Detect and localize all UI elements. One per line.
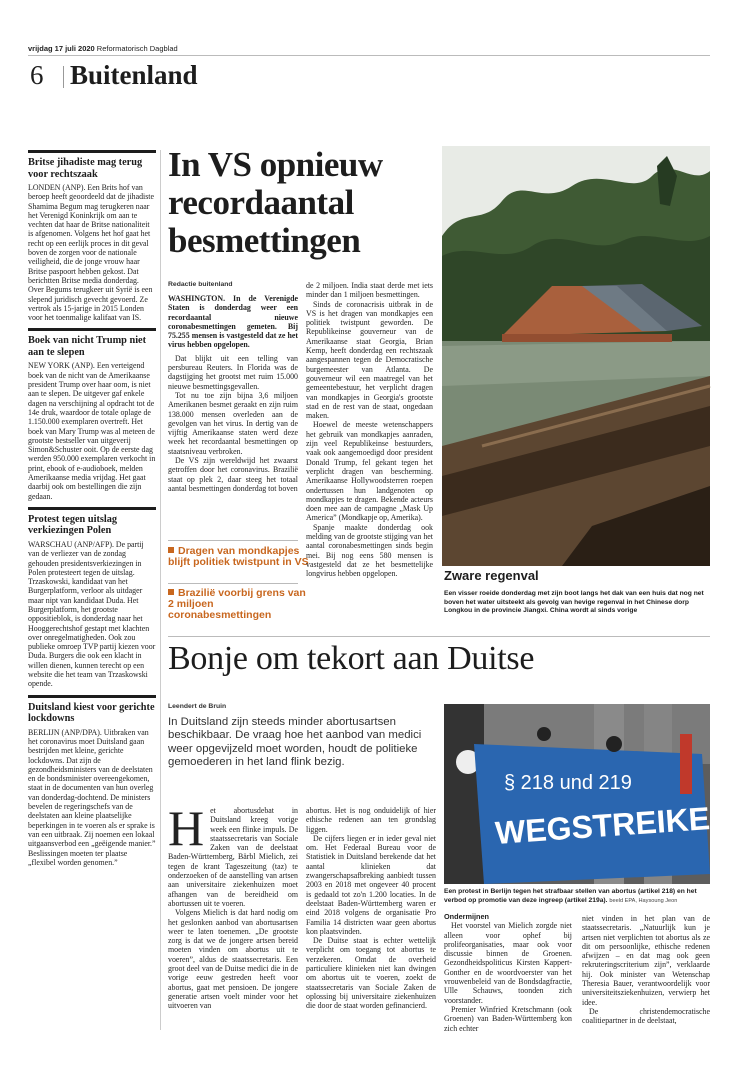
section-title: Buitenland [70,60,198,90]
dateline: vrijdag 17 juli 2020 Reformatorisch Dagblad [28,44,178,53]
article-column [582,914,710,1026]
quote-rule [168,540,298,541]
brief-body: NEW YORK (ANP). Een verteigend boek van de nicht van de Amerikaanse president Trump over haar oom, is niet aan te slepen. De uitgever gaf enkele dagen na verschijning al opdracht tot de 14e druk, waardoor de totale oplage de 1.150.000 exemplaren overtreft. Het boek van Mary Trump was al meteen de grootste bestseller van uitgeverij Simon&Schuster ooit. Op de eerste dag werden 950.000 exemplaren verkocht in print, ebook of e-audioboek, melden Amerikaanse media vrijdag. Het gaat daarbij ook om bestellingen die zijn gedaan. [28,361,156,501]
paragraph: Sinds de coronacrisis uitbrak in de VS is het dragen van mondkapjes een politiek twistpunt geworden. De Republikeinse gouverneur van de Amerikaanse staat Georgia, Brian Kemp, heeft donderdag een rechtszaak aangespannen tegen de Democratische burgemeester van Atlanta. De gouverneur wil een maatregel van het gemeentebestuur, het verplicht dragen van mondkapjes in Georgia's grootste stad en de rest van de staat, ongedaan maken. [306,299,433,421]
byline: Leendert de Bruin [168,703,227,710]
subhead: Ondermijnen [444,912,490,921]
article-column [306,281,433,579]
quote-rule [168,583,298,584]
brief-title: Boek van nicht Trump niet aan te slepen [28,335,147,358]
brief-title: Protest tegen uitslag verkiezingen Polen [28,513,118,537]
photo-title: Zware regenval [444,568,539,583]
paragraph: De VS zijn wereldwijd het zwaarst getroffen door het coronavirus. Brazilië staat op plek 2, daar steeg het totaal aantal besmettingen donderdag tot boven [168,456,298,493]
paragraph: Tot nu toe zijn bijna 3,6 miljoen Amerikanen besmet geraakt en zijn ruim 138.000 mensen overleden aan de gevolgen van het virus. In dertig van de vijftig Amerikaanse staten werd deze week het recordaantal besmettingen op staatsniveau verbroken. [168,390,298,456]
article-column [168,800,298,1011]
brief [28,328,156,500]
paragraph: Premier Winfried Kretschmann (ook Groenen) van Baden-Württemberg kon zich echter [444,1004,572,1033]
bullet-square-icon [168,547,174,553]
article-headline: In VS opnieuw recordaantal besmettingen [168,145,383,260]
banner-main: WEGSTREIKEN [493,798,735,851]
brief-title: Duitsland kiest voor gerichte lockdowns [28,701,155,725]
paragraph: Hoewel de meeste wetenschappers het gebruik van mondkapjes aanraden, zijn veel Republikeinse bestuurders, vaak ook aangemoedigd door president Donald Trump, fel gekant tegen het verplicht dragen van bescherming. Amerikaanse Hollywoodsterren roepen ondertussen hun landgenoten op mondkapjes te dragen. Bekende acteurs doen mee aan de campagne „Mask Up America” (Mondkapje op, Amerika). [306,420,433,523]
paragraph: niet vinden in het plan van de staatssecretaris. „Natuurlijk kun je artsen niet verplichten tot abortus als ze dit om persoonlijke, ethische redenen afwijzen – en dat mag ook geen rekruteringscriterium zijn”, verklaarde hij. Ook minister van Wetenschap Theresia Bauer, verantwoordelijk voor universiteitsziekenhuizen, verwierp het idee. [582,914,710,1007]
brief-title: Britse jihadiste mag terug voor rechtszaak [28,157,143,180]
bullet-square-icon [168,589,174,595]
header-divider [63,66,64,88]
article-headline: Bonje om tekort aan Duitse [168,640,535,677]
paragraph: Volgens Mielich is dat hard nodig om het geslonken aanbod van abortusartsen weer te laten toenemen. „De grootste zorg is dat we de jongere artsen bereid moeten vinden om abortus uit te voeren”, aldus de staatssecretaris. Een groot deel van de Duitse medici die in de vorige eeuw gestreden heeft voor abortus, gaat met pensioen. De jongere generatie artsen voelt minder voor het uitvoeren van [168,908,298,1011]
paragraph: Spanje maakte donderdag ook melding van de grootste stijging van het aantal coronabesmettingen sinds begin mei. Bij nog eens 580 mensen is vastgesteld dat ze het besmettelijke longvirus hebben opgelopen. [306,522,433,579]
article-column [168,294,298,493]
protest-photo [444,704,735,884]
paragraph: abortus. Het is nog onduidelijk of hier ethische redenen aan ten grondslag liggen. [306,806,436,834]
paragraph: De christendemocratische coalitiepartner in de deelstaat, [582,1006,710,1026]
photo-caption: Een protest in Berlijn tegen het strafbaar stellen van abortus (artikel 218) en het verbod op promotie van deze ingreep (artikel 219a). beeld EPA, Haysoung Jeon [444,888,697,904]
news-briefs [28,150,156,1018]
column-divider [160,150,161,1030]
article-column [444,912,572,1033]
paragraph: De Duitse staat is echter wettelijk verplicht om toegang tot abortus te verzekeren. Omdat de overheid particuliere klinieken niet kan dwingen om abortus uit te voeren, zoekt de staatssecretaris van Sociale Zaken de oplossing bij universitaire ziekenhuizen die door de staat worden gefinancierd. [306,936,436,1011]
brief [28,695,156,867]
brief-body: BERLIJN (ANP/DPA). Uitbraken van het coronavirus moet Duitsland gaan bestrijden met kleine, gerichte lockdowns. Dat zijn de gezondheidsministers van de deelstaten en de bondsminister overeengekomen, staat in de documenten van hun overleg van donderdag-dochtend. De ministers bevelen de regeringschefs van de deelstaten aan kleine plaatselijke beperkingen in te voeren als er sprake is van een uitbraak. Zij noemen een lokaal uitgaansverbod een „geëigende manier.” Beslissingen moeten ter plaatse „flexibel worden genomen.” [28,727,156,867]
paragraph: De cijfers liegen er in ieder geval niet om. Het Federaal Bureau voor de Statistiek in Duitsland berekende dat het aantal klinieken dat zwangerschapsafbreking aanbiedt tussen 2003 en 2018 met ongeveer 40 procent is gedaald tot zo'n 1.200 locaties. In de deelstaat Baden-Württemberg waren er eind 2018 volgens de organisatie Pro Familia 14 districten waar geen abortus kon plaatsvinden. [306,833,436,936]
brief-body: LONDEN (ANP). Een Brits hof van beroep heeft geoordeeld dat de jihadiste Shamima Begum mag terugkeren naar het Verenigd Koninkrijk om aan te vechten dat haar de Britse nationaliteit is afgenomen. Volgens het hof gaat het recht op een eerlijk proces in dit geval boven de zorgen voor de nationale veiligheid, die de jonge vrouw haar Britse paspoort hebben gekost. Dat berichtten Britse media donderdag. Over Begums terugkeer uit Syrië is een slepend juridisch gevecht gevoerd. Ze vertrok als 15-jarige in 2015 Londen voor het toenmalige kalifaat van IS. [28,183,154,323]
paragraph: de 2 miljoen. India staat derde met iets minder dan 1 miljoen besmettingen. [306,281,433,300]
byline: Redactie buitenland [168,281,233,288]
page-number: 6 [30,60,44,90]
brief [28,150,156,322]
brief-body: WARSCHAU (ANP/AFP). De partij van de verliezer van de zondag gehouden presidentsverkiezingen in Polen protesteert tegen de uitslag. Trzaskowski, kandidaat van het Burgerplatform, verloor als uitdager maar nipt van kandidaat Duda. Het Burgerplatform, het grootste oppositieblok, is donderdag naar het Hooggerechtshof gestapt met klachten over onregelmatigheden. Ook zou publieke omroep TVP partij kiezen voor Duda. Burgers die ook een klacht in willen dienen, kunnen terecht op een website die het team van Trzaskowski opende. [28,539,156,689]
banner-line: § 218 und 219 [504,772,632,794]
section-rule [168,636,710,637]
pull-quote: Brazilië voorbij grens van 2 miljoen coronabesmettingen [168,587,306,622]
paragraph: Dat blijkt uit een telling van persbureau Reuters. In Florida was de dagstijging het grootst met ruim 15.000 nieuwe besmettingsgevallen. [168,353,298,391]
article-intro: In Duitsland zijn steeds minder abortusartsen beschikbaar. De vraag hoe het aanbod van medici weer opgevijzeld moet worden, houdt de politieke gemoederen in het land flink bezig. [168,716,422,769]
pull-quote: Dragen van mondkapjes blijft politiek twistpunt in VS [168,545,309,569]
paragraph: Het voorstel van Mielich zorgde niet alleen voor ophef bij prolifeorganisaties, maar ook voor discussie binnen de Groenen. Gezondheidspoliticus Kirsten Kappert-Gonther en de woordvoerster van het vrouwenbeleid van de Bondsdagfractie, Ulle Schauws, toonden zich voorstander. [444,921,572,1005]
photo-caption: Een visser roeide donderdag met zijn boot langs het dak van een huis dat nog net boven het water uitsteekt als gevolg van hevige regenval in het Chinese dorp Longkou in de provincie Jiangxi. China wordt al sinds vorige [444,590,704,615]
article-column [306,806,436,1011]
header-rule [28,55,710,56]
drop-cap: H [168,800,205,856]
flood-photo [442,146,710,566]
article-lead: WASHINGTON. In de Verenigde Staten is donderdag weer een recordaantal nieuwe coronabesmettingen gemeten. Bij 75.255 mensen is vastgesteld dat ze het virus hebben opgelopen. [168,294,298,350]
brief [28,507,156,689]
paragraph: et abortusdebat in Duitsland kreeg vorige week een flinke impuls. De staatssecretaris van Sociale Zaken van de deelstaat Baden-Württemberg, Bärbl Mielich, zei tegen de krant Tageszeitung (taz) te onderzoeken of de aanstelling van artsen aan universitaire ziekenhuizen moet afhangen van de bereidheid om abortussen uit te voeren. [168,806,298,908]
